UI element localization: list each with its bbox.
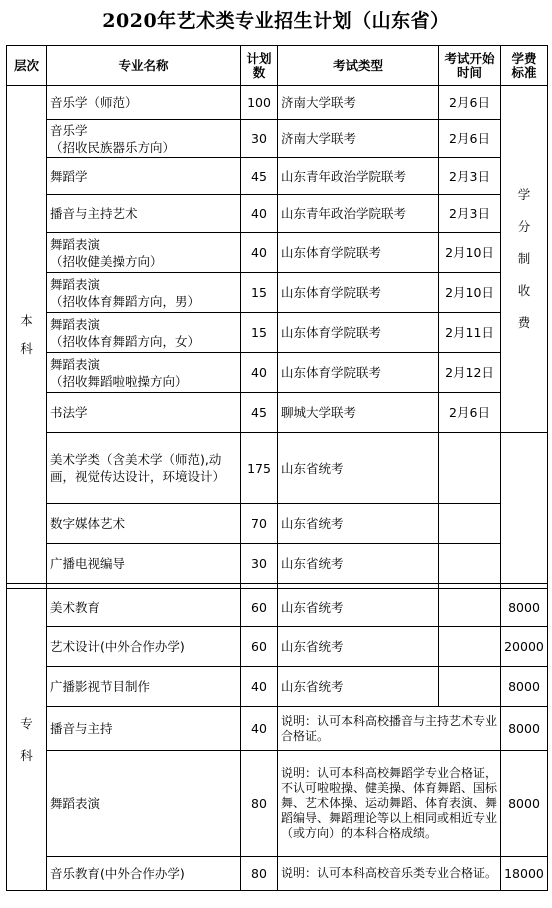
major-name: 艺术设计(中外合作办学) <box>47 627 241 667</box>
exam-type: 山东体育学院联考 <box>278 313 439 353</box>
exam-date <box>439 589 501 627</box>
level-zhuanke: 专科 <box>7 589 47 891</box>
fee-value: 18000 <box>501 857 548 891</box>
header-exam-time: 考试开始时间 <box>439 46 501 86</box>
table-header-row <box>7 46 548 86</box>
fee-value: 8000 <box>501 667 548 707</box>
plan-count: 40 <box>241 353 278 393</box>
table-row <box>7 751 548 857</box>
table-row <box>7 233 548 273</box>
major-name: 播音与主持艺术 <box>47 195 241 233</box>
exam-note: 说明：认可本科高校音乐类专业合格证。 <box>278 857 501 891</box>
exam-date: 2月6日 <box>439 86 501 120</box>
enrollment-plan-table <box>6 45 548 891</box>
table-row <box>7 353 548 393</box>
exam-type: 山东省统考 <box>278 504 439 544</box>
major-name: 美术教育 <box>47 589 241 627</box>
exam-type: 济南大学联考 <box>278 86 439 120</box>
table-row <box>7 158 548 195</box>
table-row <box>7 86 548 120</box>
major-name: 数字媒体艺术 <box>47 504 241 544</box>
exam-note: 说明：认可本科高校舞蹈学专业合格证，不认可啦啦操、健美操、体育舞蹈、国标舞、艺术体操、运动舞蹈、体育表演、舞蹈编导、舞蹈理论等以上相同或相近专业（或方向）的本科合格成绩。 <box>278 751 501 857</box>
exam-type: 山东体育学院联考 <box>278 353 439 393</box>
exam-date: 2月6日 <box>439 120 501 158</box>
exam-date: 2月6日 <box>439 393 501 433</box>
table-row <box>7 433 548 504</box>
exam-date <box>439 627 501 667</box>
table-row <box>7 667 548 707</box>
table-row <box>7 589 548 627</box>
fee-empty <box>501 433 548 584</box>
fee-value: 8000 <box>501 707 548 751</box>
header-fee: 学费标准 <box>501 46 548 86</box>
exam-date: 2月11日 <box>439 313 501 353</box>
exam-date: 2月10日 <box>439 233 501 273</box>
major-name: 美术学类（含美术学（师范),动画，视觉传达设计，环境设计） <box>47 433 241 504</box>
major-name: 舞蹈表演 （招收舞蹈啦啦操方向） <box>47 353 241 393</box>
major-name: 音乐学 （招收民族器乐方向） <box>47 120 241 158</box>
table-row <box>7 195 548 233</box>
exam-type: 山东省统考 <box>278 589 439 627</box>
table-row <box>7 120 548 158</box>
plan-count: 80 <box>241 857 278 891</box>
header-major: 专业名称 <box>47 46 241 86</box>
exam-type: 聊城大学联考 <box>278 393 439 433</box>
plan-count: 40 <box>241 707 278 751</box>
exam-type: 济南大学联考 <box>278 120 439 158</box>
page-title: 2020年艺术类专业招生计划（山东省） <box>102 10 450 32</box>
fee-value: 8000 <box>501 589 548 627</box>
plan-count: 30 <box>241 120 278 158</box>
major-name: 舞蹈表演 （招收体育舞蹈方向，男） <box>47 273 241 313</box>
level-benke: 本科 <box>7 86 47 584</box>
table-row <box>7 273 548 313</box>
plan-count: 30 <box>241 544 278 584</box>
table-row <box>7 544 548 584</box>
table-row <box>7 627 548 667</box>
plan-count: 40 <box>241 233 278 273</box>
plan-count: 175 <box>241 433 278 504</box>
exam-date: 2月10日 <box>439 273 501 313</box>
fee-value: 8000 <box>501 751 548 857</box>
fee-benke: 学分制收费 <box>501 86 548 433</box>
header-plan: 计划数 <box>241 46 278 86</box>
exam-date <box>439 433 501 504</box>
major-name: 广播电视编导 <box>47 544 241 584</box>
exam-note: 说明：认可本科高校播音与主持艺术专业合格证。 <box>278 707 501 751</box>
table-row <box>7 857 548 891</box>
plan-count: 40 <box>241 667 278 707</box>
table-row <box>7 393 548 433</box>
plan-count: 100 <box>241 86 278 120</box>
fee-value: 20000 <box>501 627 548 667</box>
plan-count: 15 <box>241 273 278 313</box>
major-name: 舞蹈表演 （招收体育舞蹈方向，女） <box>47 313 241 353</box>
major-name: 舞蹈学 <box>47 158 241 195</box>
major-name: 舞蹈表演 <box>47 751 241 857</box>
exam-date: 2月12日 <box>439 353 501 393</box>
exam-date: 2月3日 <box>439 158 501 195</box>
exam-type: 山东体育学院联考 <box>278 233 439 273</box>
exam-date: 2月3日 <box>439 195 501 233</box>
major-name: 广播影视节目制作 <box>47 667 241 707</box>
exam-date <box>439 667 501 707</box>
exam-date <box>439 504 501 544</box>
table-row <box>7 707 548 751</box>
plan-count: 80 <box>241 751 278 857</box>
header-level: 层次 <box>7 46 47 86</box>
plan-count: 60 <box>241 589 278 627</box>
exam-type: 山东青年政治学院联考 <box>278 195 439 233</box>
plan-count: 40 <box>241 195 278 233</box>
plan-count: 70 <box>241 504 278 544</box>
major-name: 音乐学（师范） <box>47 86 241 120</box>
exam-type: 山东省统考 <box>278 667 439 707</box>
plan-count: 45 <box>241 393 278 433</box>
table-row <box>7 504 548 544</box>
exam-type: 山东省统考 <box>278 433 439 504</box>
table-row <box>7 313 548 353</box>
header-exam-type: 考试类型 <box>278 46 439 86</box>
exam-type: 山东省统考 <box>278 627 439 667</box>
plan-count: 15 <box>241 313 278 353</box>
major-name: 舞蹈表演 （招收健美操方向） <box>47 233 241 273</box>
exam-type: 山东体育学院联考 <box>278 273 439 313</box>
plan-count: 60 <box>241 627 278 667</box>
exam-type: 山东青年政治学院联考 <box>278 158 439 195</box>
major-name: 音乐教育(中外合作办学) <box>47 857 241 891</box>
major-name: 书法学 <box>47 393 241 433</box>
plan-count: 45 <box>241 158 278 195</box>
major-name: 播音与主持 <box>47 707 241 751</box>
exam-type: 山东省统考 <box>278 544 439 584</box>
exam-date <box>439 544 501 584</box>
